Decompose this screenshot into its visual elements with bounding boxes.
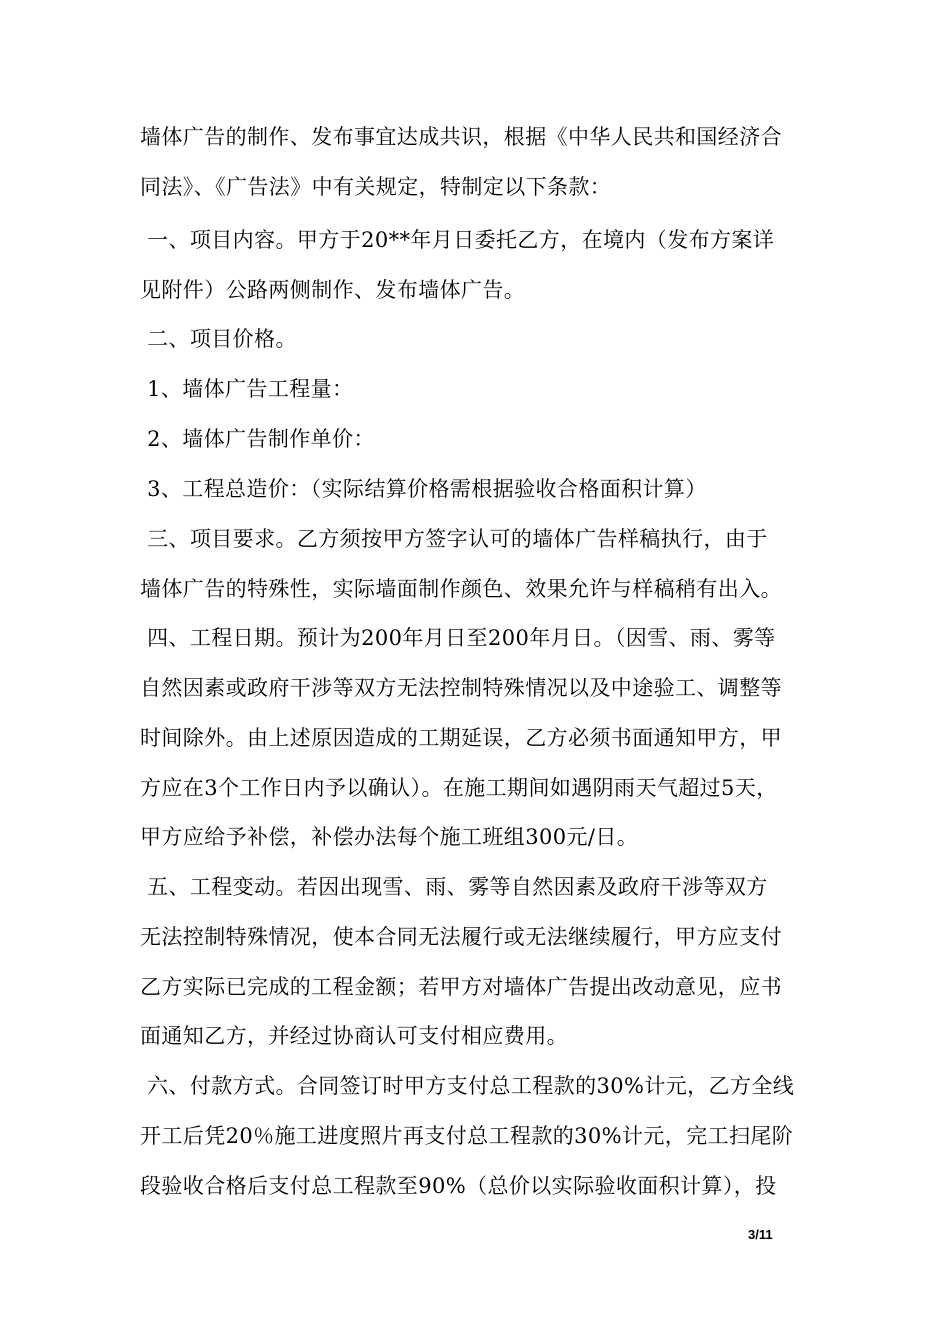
text-line: 四、工程日期。预计为200年月日至200年月日。（因雪、雨、雾等: [140, 626, 776, 650]
text-line: 三、项目要求。乙方须按甲方签字认可的墙体广告样稿执行，由于: [140, 527, 768, 551]
text-line: 自然因素或政府干涉等双方无法控制特殊情况以及中途验工、调整等: [140, 676, 782, 700]
text-line: 六、付款方式。合同签订时甲方支付总工程款的30%计元，乙方全线: [140, 1074, 795, 1098]
text-line: 墙体广告的特殊性，实际墙面制作颜色、效果允许与样稿稍有出入。: [140, 577, 782, 601]
text-line: 面通知乙方，并经过协商认可支付相应费用。: [140, 1024, 568, 1048]
text-line: 五、工程变动。若因出现雪、雨、雾等自然因素及政府干涉等双方: [140, 875, 768, 899]
text-line: 开工后凭20％施工进度照片再支付总工程款的30%计元，完工扫尾阶: [140, 1124, 794, 1148]
text-line: 时间除外。由上述原因造成的工期延误，乙方必须书面通知甲方，甲: [140, 726, 782, 750]
text-line: 二、项目价格。: [140, 327, 297, 351]
text-line: 见附件）公路两侧制作、发布墙体广告。: [140, 278, 526, 302]
text-line: 乙方实际已完成的工程金额；若甲方对墙体广告提出改动意见，应书: [140, 975, 782, 999]
text-line: 段验收合格后支付总工程款至90%（总价以实际验收面积计算），投: [140, 1174, 777, 1198]
text-line: 墙体广告的制作、发布事宜达成共识，根据《中华人民共和国经济合: [140, 125, 782, 149]
page-number: 3/11: [748, 1227, 773, 1242]
text-line: 甲方应给予补偿，补偿办法每个施工班组300元/日。: [140, 825, 639, 849]
text-line: 无法控制特殊情况，使本合同无法履行或无法继续履行，甲方应支付: [140, 925, 782, 949]
text-line: 一、项目内容。甲方于20**年月日委托乙方，在境内（发布方案详: [140, 228, 775, 252]
text-line: 1、墙体广告工程量：: [140, 377, 354, 401]
text-line: 3、工程总造价：（实际结算价格需根据验收合格面积计算）: [140, 477, 707, 501]
text-line: 2、墙体广告制作单价：: [140, 427, 375, 451]
text-line: 方应在3个工作日内予以确认）。在施工期间如遇阴雨天气超过5天，: [140, 776, 778, 800]
text-line: 同法》、《广告法》中有关规定，特制定以下条款：: [140, 175, 612, 199]
